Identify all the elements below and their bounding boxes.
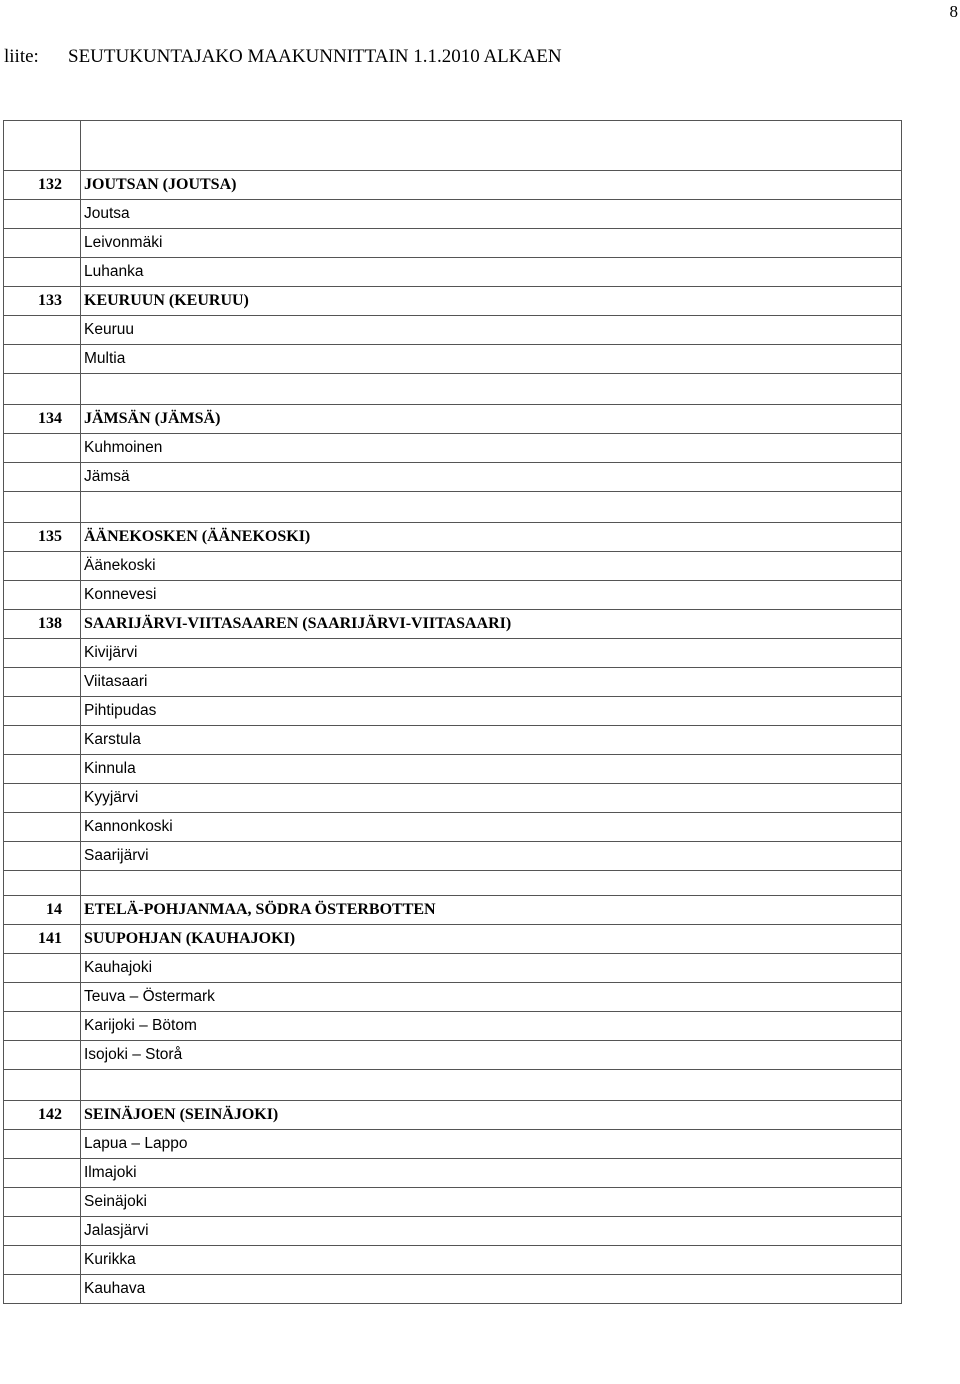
region-title-row xyxy=(4,287,902,316)
region-table xyxy=(3,120,902,1304)
region-code-cell: 142 xyxy=(4,1101,81,1130)
region-code-cell xyxy=(4,552,81,581)
municipality-name-cell: Kinnula xyxy=(81,755,902,784)
region-code-cell xyxy=(4,463,81,492)
municipality-row xyxy=(4,434,902,463)
municipality-row xyxy=(4,463,902,492)
region-code-cell xyxy=(4,1275,81,1304)
region-title-row xyxy=(4,1101,902,1130)
region-code-cell xyxy=(4,121,81,171)
municipality-name-cell: Keuruu xyxy=(81,316,902,345)
municipality-row xyxy=(4,1130,902,1159)
municipality-name-cell: Kauhava xyxy=(81,1275,902,1304)
municipality-row xyxy=(4,258,902,287)
municipality-name-cell: Pihtipudas xyxy=(81,697,902,726)
header-label: liite: xyxy=(4,46,39,67)
municipality-row xyxy=(4,813,902,842)
region-code-cell xyxy=(4,374,81,405)
region-code-cell xyxy=(4,1246,81,1275)
municipality-row xyxy=(4,954,902,983)
region-title-row xyxy=(4,610,902,639)
spacer-cell xyxy=(81,492,902,523)
municipality-name-cell: Kuhmoinen xyxy=(81,434,902,463)
municipality-name-cell: Äänekoski xyxy=(81,552,902,581)
region-code-cell xyxy=(4,229,81,258)
region-code-cell xyxy=(4,983,81,1012)
municipality-row xyxy=(4,1246,902,1275)
region-name-cell: ETELÄ-POHJANMAA, SÖDRA ÖSTERBOTTEN xyxy=(81,896,902,925)
region-code-cell: 138 xyxy=(4,610,81,639)
municipality-row xyxy=(4,755,902,784)
region-name-cell: KEURUUN (KEURUU) xyxy=(81,287,902,316)
region-code-cell xyxy=(4,1070,81,1101)
region-code-cell xyxy=(4,639,81,668)
region-code-cell xyxy=(4,1012,81,1041)
municipality-name-cell: Seinäjoki xyxy=(81,1188,902,1217)
municipality-row xyxy=(4,1041,902,1070)
municipality-row xyxy=(4,668,902,697)
region-code-cell: 141 xyxy=(4,925,81,954)
municipality-name-cell: Kyyjärvi xyxy=(81,784,902,813)
region-code-cell xyxy=(4,316,81,345)
municipality-row xyxy=(4,726,902,755)
municipality-name-cell: Kurikka xyxy=(81,1246,902,1275)
region-code-cell xyxy=(4,1217,81,1246)
municipality-row xyxy=(4,842,902,871)
municipality-row xyxy=(4,345,902,374)
region-code-cell xyxy=(4,784,81,813)
region-code-cell xyxy=(4,1041,81,1070)
region-code-cell xyxy=(4,434,81,463)
municipality-name-cell: Jalasjärvi xyxy=(81,1217,902,1246)
region-title-row xyxy=(4,171,902,200)
region-code-cell xyxy=(4,668,81,697)
municipality-name-cell: Joutsa xyxy=(81,200,902,229)
document-header xyxy=(4,46,562,68)
municipality-row xyxy=(4,316,902,345)
spacer-cell xyxy=(81,1070,902,1101)
region-name-cell: JÄMSÄN (JÄMSÄ) xyxy=(81,405,902,434)
document-title: SEUTUKUNTAJAKO MAAKUNNITTAIN 1.1.2010 ALKAEN xyxy=(68,46,562,67)
municipality-name-cell: Kivijärvi xyxy=(81,639,902,668)
region-title-row xyxy=(4,405,902,434)
municipality-name-cell: Isojoki – Storå xyxy=(81,1041,902,1070)
region-name-cell: ÄÄNEKOSKEN (ÄÄNEKOSKI) xyxy=(81,523,902,552)
spacer-cell xyxy=(81,871,902,896)
municipality-row xyxy=(4,1217,902,1246)
municipality-name-cell: Viitasaari xyxy=(81,668,902,697)
region-title-row xyxy=(4,896,902,925)
region-code-cell xyxy=(4,1130,81,1159)
region-code-cell: 132 xyxy=(4,171,81,200)
region-table-body xyxy=(4,121,902,1304)
region-code-cell xyxy=(4,345,81,374)
municipality-row xyxy=(4,1012,902,1041)
region-code-cell xyxy=(4,842,81,871)
region-title-row xyxy=(4,925,902,954)
municipality-name-cell: Konnevesi xyxy=(81,581,902,610)
region-code-cell xyxy=(4,813,81,842)
region-code-cell xyxy=(4,492,81,523)
municipality-name-cell: Teuva – Östermark xyxy=(81,983,902,1012)
page-number: 8 xyxy=(949,2,958,21)
municipality-row xyxy=(4,784,902,813)
municipality-name-cell: Kauhajoki xyxy=(81,954,902,983)
spacer-row xyxy=(4,121,902,171)
region-name-cell: SUUPOHJAN (KAUHAJOKI) xyxy=(81,925,902,954)
region-code-cell xyxy=(4,581,81,610)
region-name-cell: SAARIJÄRVI-VIITASAAREN (SAARIJÄRVI-VIITASAARI) xyxy=(81,610,902,639)
region-code-cell: 134 xyxy=(4,405,81,434)
spacer-cell xyxy=(81,374,902,405)
region-title-row xyxy=(4,523,902,552)
region-code-cell xyxy=(4,871,81,896)
municipality-row xyxy=(4,552,902,581)
spacer-row xyxy=(4,374,902,405)
municipality-name-cell: Karijoki – Bötom xyxy=(81,1012,902,1041)
municipality-row xyxy=(4,200,902,229)
region-code-cell xyxy=(4,1188,81,1217)
municipality-row xyxy=(4,639,902,668)
municipality-row xyxy=(4,1159,902,1188)
municipality-name-cell: Luhanka xyxy=(81,258,902,287)
municipality-name-cell: Kannonkoski xyxy=(81,813,902,842)
municipality-row xyxy=(4,1275,902,1304)
municipality-name-cell: Multia xyxy=(81,345,902,374)
region-code-cell xyxy=(4,726,81,755)
region-name-cell: JOUTSAN (JOUTSA) xyxy=(81,171,902,200)
spacer-row xyxy=(4,492,902,523)
municipality-row xyxy=(4,581,902,610)
municipality-row xyxy=(4,983,902,1012)
municipality-name-cell: Jämsä xyxy=(81,463,902,492)
municipality-name-cell: Lapua – Lappo xyxy=(81,1130,902,1159)
spacer-cell xyxy=(81,121,902,171)
region-code-cell xyxy=(4,954,81,983)
municipality-row xyxy=(4,697,902,726)
region-code-cell xyxy=(4,755,81,784)
municipality-name-cell: Karstula xyxy=(81,726,902,755)
region-code-cell: 133 xyxy=(4,287,81,316)
region-code-cell xyxy=(4,697,81,726)
region-code-cell: 135 xyxy=(4,523,81,552)
municipality-name-cell: Leivonmäki xyxy=(81,229,902,258)
region-code-cell xyxy=(4,1159,81,1188)
region-code-cell xyxy=(4,258,81,287)
municipality-name-cell: Ilmajoki xyxy=(81,1159,902,1188)
region-code-cell: 14 xyxy=(4,896,81,925)
region-name-cell: SEINÄJOEN (SEINÄJOKI) xyxy=(81,1101,902,1130)
spacer-row xyxy=(4,1070,902,1101)
region-code-cell xyxy=(4,200,81,229)
municipality-name-cell: Saarijärvi xyxy=(81,842,902,871)
municipality-row xyxy=(4,1188,902,1217)
spacer-row xyxy=(4,871,902,896)
municipality-row xyxy=(4,229,902,258)
